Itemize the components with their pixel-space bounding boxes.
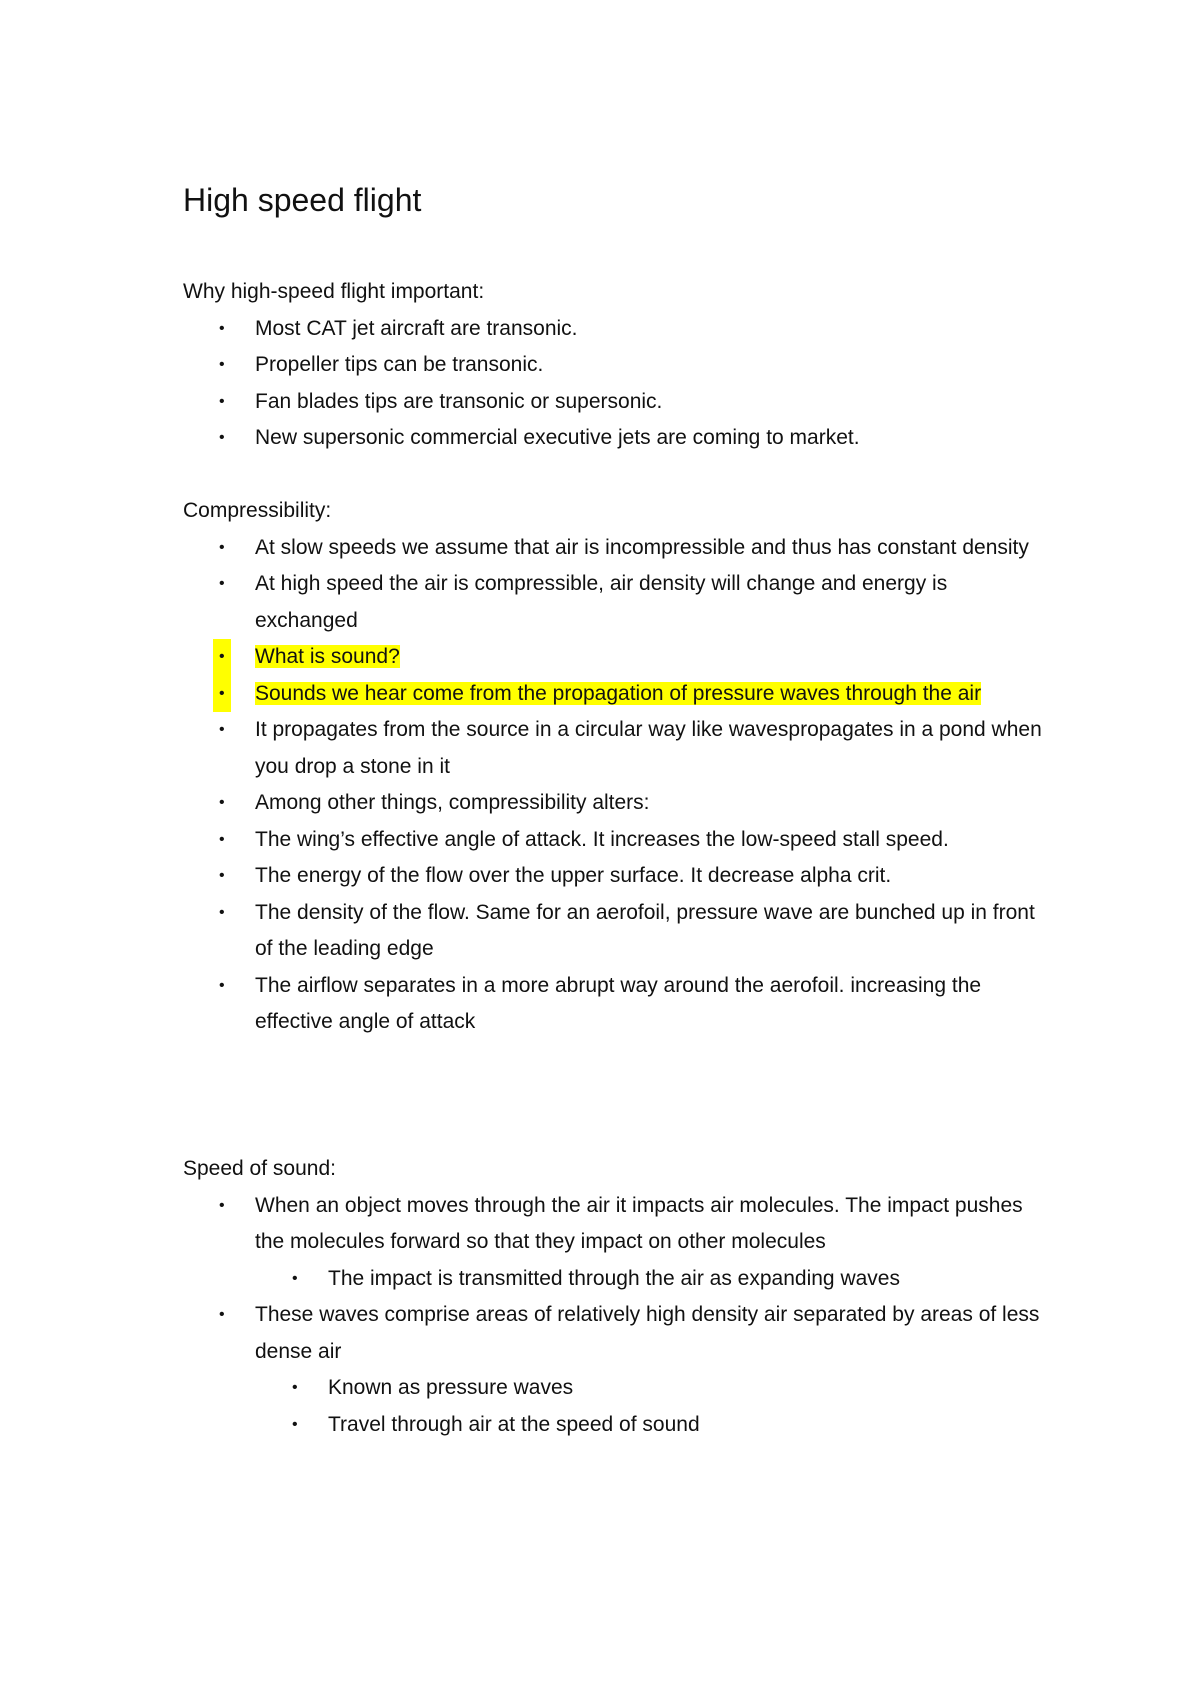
bullet-icon: • bbox=[219, 903, 225, 921]
bullet-icon: • bbox=[292, 1415, 298, 1433]
bullet-list bbox=[183, 311, 1043, 457]
list-item bbox=[183, 785, 1043, 822]
section-speed-of-sound bbox=[183, 1151, 1043, 1443]
bullet-icon: • bbox=[213, 639, 231, 676]
section-heading: Why high-speed flight important: bbox=[183, 280, 485, 303]
bullet-icon: • bbox=[292, 1379, 298, 1396]
highlighted-text: Sounds we hear come from the propagation of pressure waves through the air bbox=[255, 681, 982, 705]
list-item bbox=[183, 530, 1043, 567]
list-item bbox=[183, 1370, 1043, 1407]
section-heading: Compressibility: bbox=[183, 499, 332, 522]
list-item-text: Fan blades tips are transonic or supersonic. bbox=[255, 389, 663, 413]
bullet-icon: • bbox=[219, 429, 225, 446]
bullet-list bbox=[183, 1188, 1043, 1444]
list-item-text: Most CAT jet aircraft are transonic. bbox=[255, 316, 578, 340]
list-item-text: The airflow separates in a more abrupt way around the aerofoil. increasing the effective angle of attack bbox=[255, 973, 982, 1033]
section-why-high-speed bbox=[183, 274, 1043, 457]
bullet-icon: • bbox=[213, 676, 231, 713]
list-item-text: The density of the flow. Same for an aerofoil, pressure wave are bunched up in front of the leading edge bbox=[255, 900, 1035, 960]
list-item-text: The energy of the flow over the upper surface. It decrease alpha crit. bbox=[255, 864, 892, 887]
section-compressibility bbox=[183, 493, 1043, 1041]
bullet-icon: • bbox=[219, 1306, 225, 1323]
list-item-text: The impact is transmitted through the air as expanding waves bbox=[328, 1266, 900, 1290]
list-item bbox=[183, 420, 1043, 457]
list-item-text: Among other things, compressibility alters: bbox=[255, 791, 650, 814]
bullet-list bbox=[183, 530, 1043, 1041]
list-item bbox=[183, 822, 1043, 859]
bullet-icon: • bbox=[219, 1196, 225, 1214]
list-item bbox=[183, 895, 1043, 968]
list-item bbox=[183, 712, 1043, 785]
list-item bbox=[183, 1407, 1043, 1444]
bullet-icon: • bbox=[219, 356, 225, 373]
list-item bbox=[183, 566, 1043, 639]
list-item-text: The wing’s effective angle of attack. It increases the low-speed stall speed. bbox=[255, 827, 949, 851]
bullet-icon: • bbox=[219, 392, 225, 410]
list-item bbox=[183, 1188, 1043, 1261]
list-item bbox=[183, 676, 1043, 713]
bullet-icon: • bbox=[292, 1269, 298, 1287]
list-item-text: New supersonic commercial executive jets are coming to market. bbox=[255, 426, 860, 449]
page-title: High speed flight bbox=[183, 182, 422, 218]
list-item bbox=[183, 858, 1043, 895]
bullet-icon: • bbox=[219, 794, 225, 811]
list-item-text: It propagates from the source in a circular way like wavespropagates in a pond when you drop a stone in it bbox=[255, 718, 1042, 778]
bullet-icon: • bbox=[219, 319, 225, 337]
list-item bbox=[183, 1297, 1043, 1370]
section-heading: Speed of sound: bbox=[183, 1157, 336, 1180]
bullet-icon: • bbox=[219, 575, 225, 592]
list-item bbox=[183, 311, 1043, 348]
list-item bbox=[183, 1261, 1043, 1298]
list-item-text: Known as pressure waves bbox=[328, 1376, 574, 1399]
bullet-icon: • bbox=[219, 538, 225, 556]
list-item bbox=[183, 347, 1043, 384]
highlighted-text: What is sound? bbox=[255, 645, 400, 668]
list-item-text: Travel through air at the speed of sound bbox=[328, 1412, 700, 1436]
bullet-icon: • bbox=[219, 976, 225, 994]
list-item-text: At slow speeds we assume that air is incompressible and thus has constant density bbox=[255, 535, 1029, 559]
list-item bbox=[183, 384, 1043, 421]
list-item-text: When an object moves through the air it impacts air molecules. The impact pushes the molecules forward so that they impact on other molecules bbox=[255, 1193, 1023, 1253]
list-item-text: These waves comprise areas of relatively high density air separated by areas of less dense air bbox=[255, 1303, 1040, 1363]
list-item bbox=[183, 968, 1043, 1041]
list-item-text: Propeller tips can be transonic. bbox=[255, 353, 544, 376]
bullet-icon: • bbox=[219, 721, 225, 738]
bullet-icon: • bbox=[219, 867, 225, 884]
bullet-icon: • bbox=[219, 830, 225, 848]
list-item bbox=[183, 639, 1043, 676]
list-item-text: At high speed the air is compressible, air density will change and energy is exchanged bbox=[255, 572, 948, 632]
